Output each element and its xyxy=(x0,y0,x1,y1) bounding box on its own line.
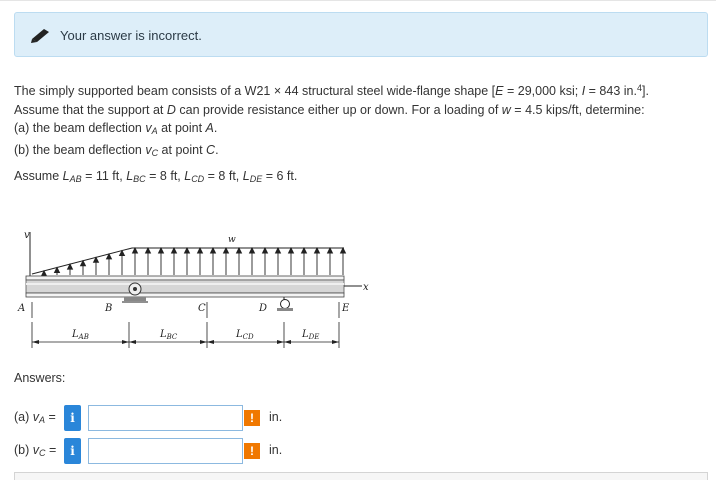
span-label-ab: $L_{AB}$ xyxy=(72,329,89,341)
pencil-icon xyxy=(30,27,52,43)
load-arrowhead xyxy=(172,248,177,253)
warning-icon: ! xyxy=(244,410,260,426)
roller-support-d xyxy=(277,297,293,311)
load-arrowhead xyxy=(133,248,138,253)
span-label-cd: $L_{CD}$ xyxy=(236,329,254,341)
span-label-de: $L_{DE}$ xyxy=(302,329,320,341)
answers-title: Answers: xyxy=(14,371,66,385)
beam-diagram xyxy=(14,218,374,354)
load-arrowhead xyxy=(315,248,320,253)
answer-row-va xyxy=(14,405,314,431)
v-axis-label: v xyxy=(24,230,30,241)
load-arrowhead xyxy=(263,248,268,253)
answer-input-va[interactable] xyxy=(88,405,243,431)
load-arrowhead xyxy=(185,248,190,253)
answer-input-vc[interactable] xyxy=(88,438,243,464)
top-divider xyxy=(0,0,716,1)
load-arrowhead xyxy=(146,248,151,253)
incorrect-answer-banner xyxy=(14,12,708,57)
load-arrowhead xyxy=(198,248,203,253)
point-d-label: D xyxy=(259,303,268,314)
warning-icon: ! xyxy=(244,443,260,459)
load-label-w: w xyxy=(228,235,236,245)
load-arrowhead xyxy=(237,248,242,253)
load-arrowhead xyxy=(341,248,346,253)
distributed-load-arrows xyxy=(42,248,346,276)
problem-line-1: The simply supported beam consists of a W21 × 44 structural steel wide-flange shape [E = 29,000 ksi; I = 843 in.$^4$]. xyxy=(14,83,649,98)
load-arrowhead xyxy=(159,248,164,253)
load-arrowhead xyxy=(276,248,281,253)
point-a-label: A xyxy=(18,303,26,314)
load-arrowhead xyxy=(211,248,216,253)
info-icon[interactable]: i xyxy=(64,438,81,464)
problem-part-a: (a) the beam deflection $v_A$ at point A. xyxy=(14,121,218,136)
answer-label-va: (a) $v_A$ = xyxy=(14,410,56,425)
feedback-message: Your answer is incorrect. xyxy=(60,28,202,43)
load-arrowhead xyxy=(289,248,294,253)
point-e-label: E xyxy=(342,303,350,314)
point-b-label: B xyxy=(105,303,113,314)
problem-line-2: Assume that the support at D can provide resistance either up or down. For a loading of w = 4.5 kips/ft, determine: xyxy=(14,102,645,117)
answer-row-vc xyxy=(14,438,314,464)
info-icon[interactable]: i xyxy=(64,405,81,431)
point-c-label: C xyxy=(198,303,206,314)
load-arrowhead xyxy=(224,248,229,253)
problem-statement xyxy=(14,79,708,162)
next-panel-edge xyxy=(14,472,708,480)
span-label-bc: $L_{BC}$ xyxy=(160,329,178,341)
load-arrowhead xyxy=(328,248,333,253)
answer-label-vc: (b) $v_C$ = xyxy=(14,443,57,458)
problem-part-b: (b) the beam deflection $v_C$ at point C. xyxy=(14,142,219,158)
answer-unit-va: in. xyxy=(269,410,283,424)
x-axis-label: x xyxy=(363,282,369,293)
assumed-lengths: Assume $L_{AB} = 11$ ft, $L_{BC} = 8$ ft, $L_{CD} = 8$ ft, $L_{DE} = 6$ ft. xyxy=(14,169,298,184)
answer-unit-vc: in. xyxy=(269,443,283,457)
load-arrowhead xyxy=(302,248,307,253)
load-arrowhead xyxy=(250,248,255,253)
